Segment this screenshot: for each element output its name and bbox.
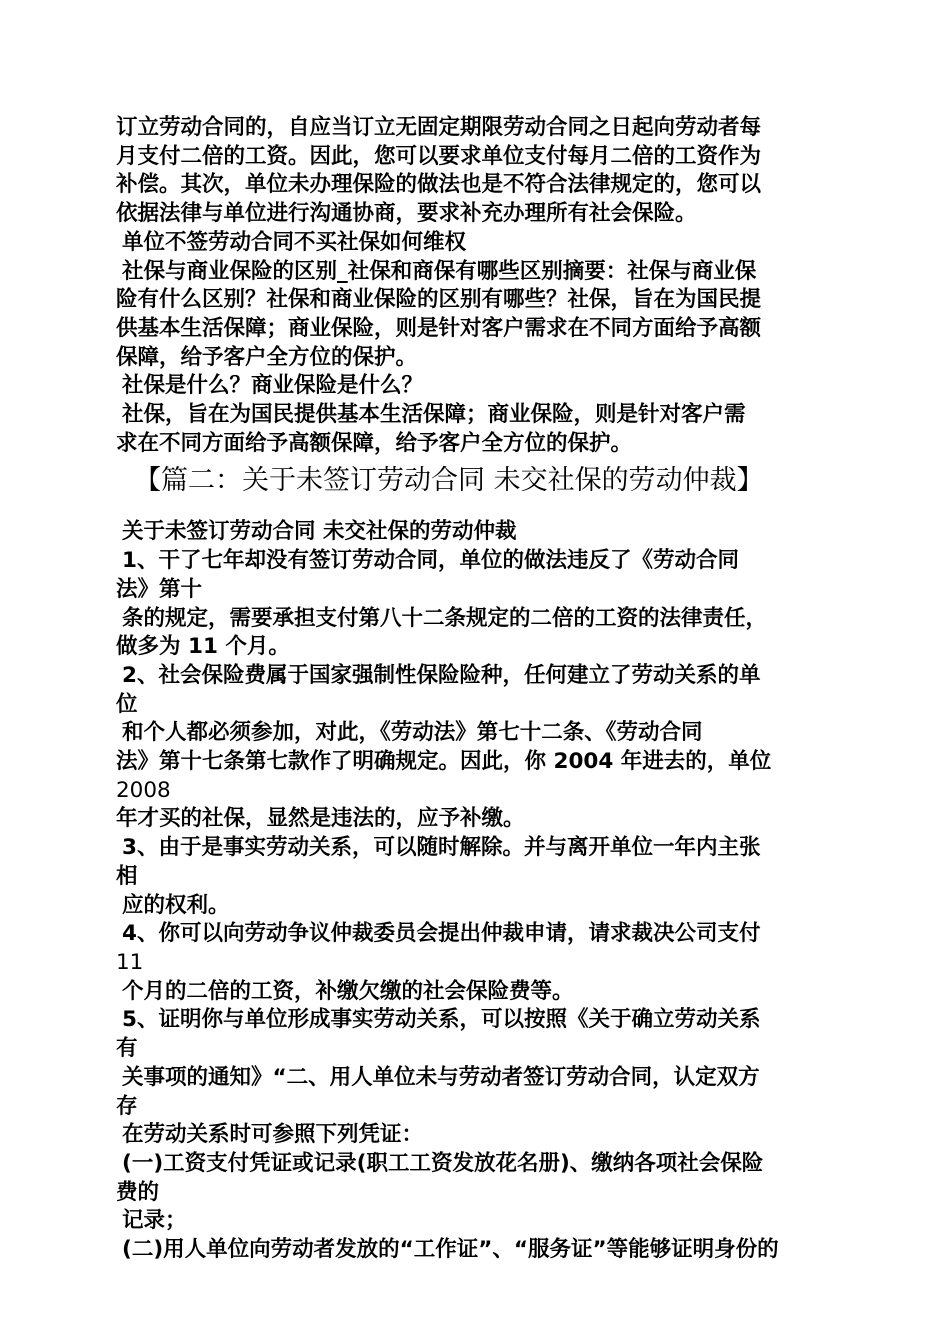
text-line: 2008 [116,777,171,803]
text-line: 依据法律与单位进行沟通协商，要求补充办理所有社会保险。 [116,201,697,227]
text-line: 费的 [116,1179,160,1205]
document-page [116,114,840,1265]
text-line: 1、干了七年却没有签订劳动合同，单位的做法违反了《劳动合同 [122,548,739,574]
text-line: 社保，旨在为国民提供基本生活保障；商业保险，则是针对客户需 [122,402,746,428]
text-line: 4、你可以向劳动争议仲裁委员会提出仲裁申请，请求裁决公司支付 [122,921,761,947]
text-line: 补偿。其次，单位未办理保险的做法也是不符合法律规定的，您可以 [116,172,762,198]
text-line: 月支付二倍的工资。因此，您可以要求单位支付每月二倍的工资作为 [116,143,762,169]
text-line: 有 [116,1036,138,1062]
text-line: 位 [116,691,138,717]
section-heading: 【篇二：关于未签订劳动合同 未交社保的劳动仲裁】 [134,465,764,497]
text-line: 法》第十 [116,576,203,602]
text-line: 记录； [122,1208,187,1234]
text-line: 应的权利。 [122,892,230,918]
text-line: 求在不同方面给予高额保障，给予客户全方位的保护。 [116,430,633,456]
text-line: 条的规定，需要承担支付第八十二条规定的二倍的工资的法律责任， [122,605,768,631]
text-line: 5、证明你与单位形成事实劳动关系，可以按照《关于确立劳动关系 [122,1007,761,1033]
text-line: 在劳动关系时可参照下列凭证： [122,1122,424,1148]
subheading-line: 关于未签订劳动合同 未交社保的劳动仲裁 [122,519,517,545]
text-line: 社保与商业保险的区别_社保和商保有哪些区别摘要：社保与商业保 [122,258,757,284]
text-line: 3、由于是事实劳动关系，可以随时解除。并与离开单位一年内主张 [122,835,761,861]
subheading-line: 单位不签劳动合同不买社保如何维权 [122,229,467,255]
text-line: 保障，给予客户全方位的保护。 [116,344,418,370]
text-line: 11 [116,949,144,975]
text-line: 关事项的通知》“二、用人单位未与劳动者签订劳动合同，认定双方 [122,1064,760,1090]
text-line: 年才买的社保，显然是违法的，应予补缴。 [116,806,525,832]
text-line: 相 [116,863,138,889]
text-line: 个月的二倍的工资，补缴欠缴的社会保险费等。 [122,978,574,1004]
text-line: 险有什么区别？社保和商业保险的区别有哪些？社保，旨在为国民提 [116,287,762,313]
subheading-line: 社保是什么？商业保险是什么？ [122,373,424,399]
text-line: 订立劳动合同的，自应当订立无固定期限劳动合同之日起向劳动者每 [116,115,762,140]
text-line: 法》第十七条第七款作了明确规定。因此，你 2004 年进去的，单位 [116,749,772,775]
text-line: 2、社会保险费属于国家强制性保险险种，任何建立了劳动关系的单 [122,662,761,688]
text-line: (二)用人单位向劳动者发放的“工作证”、“服务证”等能够证明身份的 [122,1237,779,1263]
text-line: 做多为 11 个月。 [116,634,290,660]
text-line: 存 [116,1093,138,1119]
text-line: 供基本生活保障；商业保险，则是针对客户需求在不同方面给予高额 [116,315,762,341]
text-line: 和个人都必须参加，对此，《劳动法》第七十二条、《劳动合同 [122,720,703,746]
text-line: (一)工资支付凭证或记录(职工工资发放花名册)、缴纳各项社会保险 [122,1150,764,1176]
